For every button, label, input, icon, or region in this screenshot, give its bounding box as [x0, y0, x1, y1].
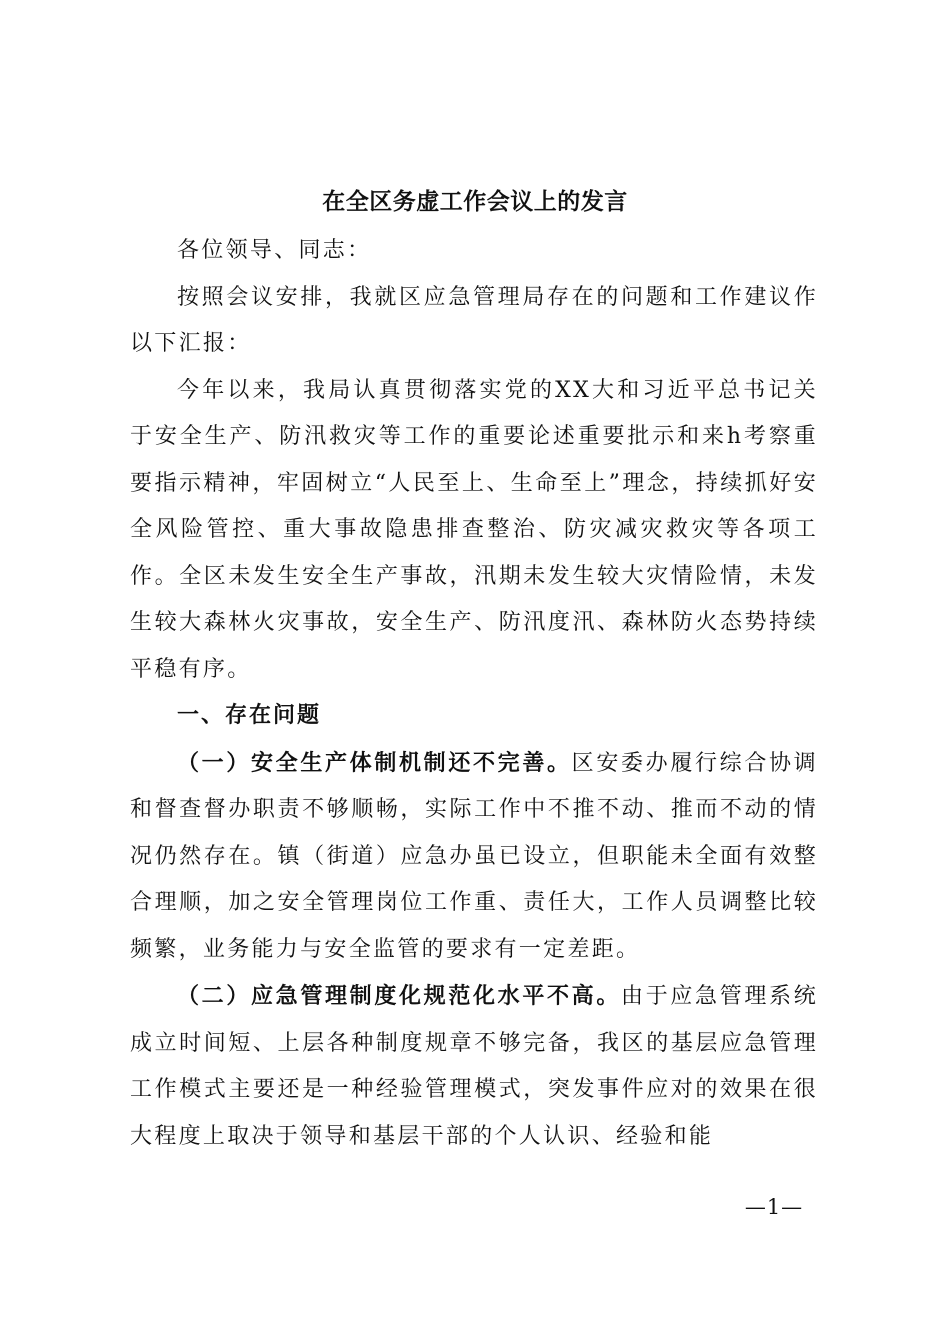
section-heading: 一、存在问题 — [177, 703, 322, 728]
summary-paragraph: 今年以来，我局认真贯彻落实党的XX大和习近平总书记关于安全生产、防汛救灾等工作的重要论述重要批示和来h考察重要指示精神，牢固树立“人民至上、生命至上”理念，持续抓好安全风险管控、重大事故隐患排查整治、防灾减灾救灾等各项工作。全区未发生安全生产事故，汛期未发生较大灾情险情，未发生较大森林火灾事故，安全生产、防汛度汛、森林防火态势持续平稳有序。 — [130, 377, 818, 682]
problem-text-1: 区安委办履行综合协调和督查督办职责不够顺畅，实际工作中不推不动、推而不动的情况仍然存在。镇（街道）应急办虽已设立，但职能未全面有效整合理顺，加之安全管理岗位工作重、责任大，工作人员调整比较频繁，业务能力与安全监管的要求有一定差距。 — [130, 750, 818, 962]
page-number: —1— — [744, 1195, 804, 1219]
salutation: 各位领导、同志： — [177, 238, 372, 263]
problem-lead-1: （一）安全生产体制机制还不完善。 — [177, 749, 572, 776]
problem-paragraph-2 — [130, 973, 818, 1160]
intro-paragraph: 按照会议安排，我就区应急管理局存在的问题和工作建议作以下汇报： — [130, 284, 818, 356]
problem-paragraph-1 — [130, 740, 818, 974]
document-body — [130, 228, 818, 1160]
problem-text-2: 由于应急管理系统成立时间短、上层各种制度规章不够完备，我区的基层应急管理工作模式主要还是一种经验管理模式，突发事件应对的效果在很大程度上取决于领导和基层干部的个人认识、经验和能 — [130, 984, 819, 1149]
document-title: 在全区务虚工作会议上的发言 — [322, 188, 628, 215]
problem-lead-2: （二）应急管理制度化规范化水平不高。 — [177, 983, 622, 1009]
